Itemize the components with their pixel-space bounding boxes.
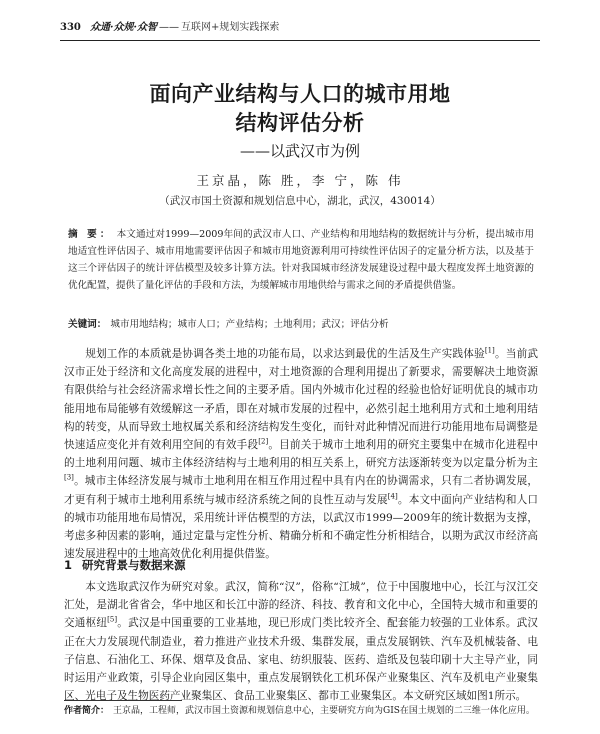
section-number: 1: [64, 558, 73, 572]
title-line-1: 面向产业结构与人口的城市用地: [149, 82, 451, 106]
footnote-rule: [64, 700, 182, 701]
affiliation: （武汉市国土资源和规划信息中心，湖北，武汉，430014）: [159, 195, 441, 207]
abstract: [68, 226, 534, 294]
title-line-2: 结构评估分析: [235, 111, 365, 135]
citation-1: [1]: [484, 346, 495, 355]
section-1-text-b: 。武汉是中国重要的工业基地，现已形成门类比较齐全、配套能力较强的工业体系。武汉正在大力发展现代制造业，着力推进产业技术升级、集群发展，重点发展钢铁、汽车及机械装备、电子信息、石油化工、环保、烟草及食品、家电、纺织服装、医药、造纸及包装印刷十大主导产业，同时运用产业政策，引导企业向园区集中，重点发展钢铁化工机环保产业聚集区、汽车及机电产业聚集区、光电子及生物医药产业聚集区、食品工业聚集区、都市工业聚集区。本文研究区域如图1所示。: [64, 617, 538, 703]
section-heading-1: [64, 556, 538, 574]
intro-text-d: 。城市主体经济发展与城市土地利用在相互作用过程中具有内在的协调需求，只有二者协调发展，才更有利于城市土地利用系统与城市经济系统之间的良性互动与发展: [64, 475, 538, 506]
section-1-paragraph: [64, 578, 538, 705]
header-dash: ——: [159, 22, 180, 33]
abstract-text: 本文通过对1999—2009年间的武汉市人口、产业结构和用地结构的数据统计与分析，提出城市用地适宜性评估因子、城市用地需要评估因子和城市用地资源利用可持续性评估因子的定量分析方法，以及基于这三个评估因子的统计评估模型及较多计算方法。针对我国城市经济发展建设过程中最大程度发挥土地资源的优化配置，提供了量化评估的手段和方法，为缓解城市用地供给与需求之间的矛盾提供借鉴。: [68, 229, 534, 291]
running-header: [60, 19, 540, 37]
abstract-label: 摘 要：: [68, 229, 113, 240]
intro-body: [64, 345, 538, 563]
conference-name: 互联网+规划实践探索: [181, 22, 280, 33]
intro-text-a: 规划工作的本质就是协调各类土地的功能布局，以求达到最优的生活及生产实践体验: [85, 348, 485, 360]
keywords: [68, 316, 534, 333]
citation-5: [5]: [107, 615, 118, 624]
intro-paragraph: [64, 345, 538, 563]
citation-4: [4]: [387, 492, 398, 501]
section-1-text-a: 本文选取武汉作为研究对象。武汉，简称“汉”，俗称“江城”，位于中国腹地中心，长江与汉江交汇处，是湖北省省会，华中地区和长江中游的经济、科技、教育和文化中心，全国特大城市和重要的交通枢纽: [64, 581, 538, 630]
keywords-text: 城市用地结构；城市人口；产业结构；土地利用；武汉；评估分析: [110, 319, 389, 330]
subtitle: ——以武汉市为例: [239, 142, 360, 160]
citation-3: [3]: [64, 473, 74, 482]
footnote-label: 作者简介：: [64, 706, 110, 716]
section-title: 研究背景与数据来源: [82, 558, 186, 572]
keywords-label: 关键词：: [68, 319, 107, 330]
authors: 王京晶，陈 胜，李 宁，陈 伟: [196, 173, 404, 188]
intro-text-b: 。当前武汉市正处于经济和文化高度发展的进程中，对土地资源的合理利用提出了新要求，需要解决土地资源有限供给与社会经济需求增长性之间的主要矛盾。国内外城市化过程的经验也恰好证明优良的城市功能用地布局能够有效缓解这一矛盾，即在对城市发展的过程中，必然引起土地利用方式和土地利用结构的转变，从而导致土地权属关系和经济结构发生变化，而针对此种情况而进行功能用地布局调整是快速适应变化并有效利用空间的有效手段: [64, 348, 539, 452]
intro-text-c: 。目前关于城市土地利用的研究主要集中在城市化进程中的土地利用问题、城市主体经济结构与土地利用的相互关系上，研究方法逐渐转变为以定量分析为主: [64, 439, 538, 470]
title-block: [60, 80, 540, 162]
page-number: 330: [60, 22, 81, 33]
series-name: 众通·众规·众智: [90, 22, 158, 33]
intro-text-e: 。本文中面向产业结构和人口的城市功能用地布局情况，采用统计评估模型的方法，以武汉市1999—2009年的统计数据为支撑，考虑多种因素的影响，通过定量与定性分析、精确分析和不确定性分析相结合，以期为武汉市经济高速发展进程中的土地高效优化利用提供借鉴。: [64, 493, 539, 561]
footnote-text: 王京晶，工程师，武汉市国土资源和规划信息中心，主要研究方向为GIS在国土规划的二三维一体化应用。: [113, 706, 535, 716]
header-rule: [60, 40, 540, 41]
citation-2: [2]: [258, 437, 269, 446]
author-footnote: [64, 704, 538, 718]
section-1-body: [64, 578, 538, 705]
